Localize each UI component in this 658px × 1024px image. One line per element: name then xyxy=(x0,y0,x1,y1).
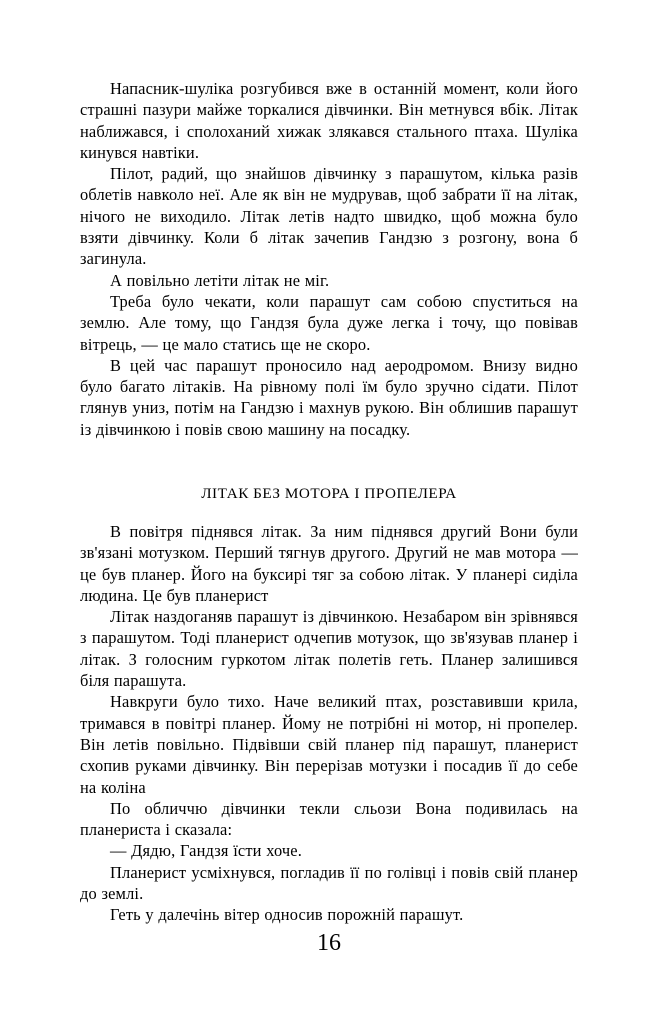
paragraph: Планерист усміхнувся, погладив її по голівці і повів свій планер до землі. xyxy=(80,862,578,904)
paragraph: По обличчю дівчинки текли сльози Вона подивилась на планериста і сказала: xyxy=(80,798,578,840)
upper-text-block xyxy=(80,78,578,440)
page-number: 16 xyxy=(317,930,341,956)
dialogue-line: — Дядю, Гандзя їсти хоче. xyxy=(110,841,302,861)
paragraph: Напасник-шуліка розгубився вже в останній момент, коли його страшні пазури майже торкалися дівчинки. Він метнувся вбік. Літак наближався, і сполоханий хижак злякався стального птаха. Шуліка кинувся навтіки. xyxy=(80,79,578,162)
paragraph: Літак наздоганяв парашут із дівчинкою. Незабаром він зрівнявся з парашутом. Тоді планерист одчепив мотузок, що зв'язував планер і літак. З голосним гуркотом літак полетів геть. Планер залишився біля парашута. xyxy=(80,607,578,691)
lower-text-block xyxy=(80,521,578,926)
paragraph: А повільно летіти літак не міг. xyxy=(110,270,330,290)
paragraph: В цей час парашут проносило над аеродромом. Внизу видно було багато літаків. На рівному полі їм було зручно сідати. Пілот глянув униз, потім на Гандзю і махнув рукою. Він облишив парашут із дівчинкою і повів свою машину на посадку. xyxy=(80,355,578,439)
paragraph: Треба було чекати, коли парашут сам собою спуститься на землю. Але тому, що Гандзя була дуже легка і точу, що повівав вітрець, — це мало статись ще не скоро. xyxy=(80,291,578,354)
paragraph: Пілот, радий, що знайшов дівчинку з парашутом, кілька разів облетів навколо неї. Але як він не мудрував, щоб забрати її на літак, нічого не виходило. Літак летів надто швидко, щоб можна було взяти дівчинку. Коли б літак зачепив Гандзю з розгону, вона б загинула. xyxy=(80,164,578,269)
paragraph: Геть у далечінь вітер односив порожній парашут. xyxy=(110,905,464,925)
paragraph: Навкруги було тихо. Наче великий птах, розставивши крила, тримався в повітрі планер. Йому не потрібні ні мотор, ні пропелер. Він летів повільно. Підвівши свій планер під парашут, планерист схопив руками дівчинку. Він перерізав мотузки і посадив її до себе на коліна xyxy=(80,692,578,797)
section-heading: ЛІТАК БЕЗ МОТОРА І ПРОПЕЛЕРА xyxy=(201,485,457,502)
paragraph: В повітря піднявся літак. За ним піднявся другий Вони були зв'язані мотузком. Перший тягнув другого. Другий не мав мотора — це був планер. Його на буксирі тяг за собою літак. У планері сиділа людина. Це був планерист xyxy=(80,522,578,605)
